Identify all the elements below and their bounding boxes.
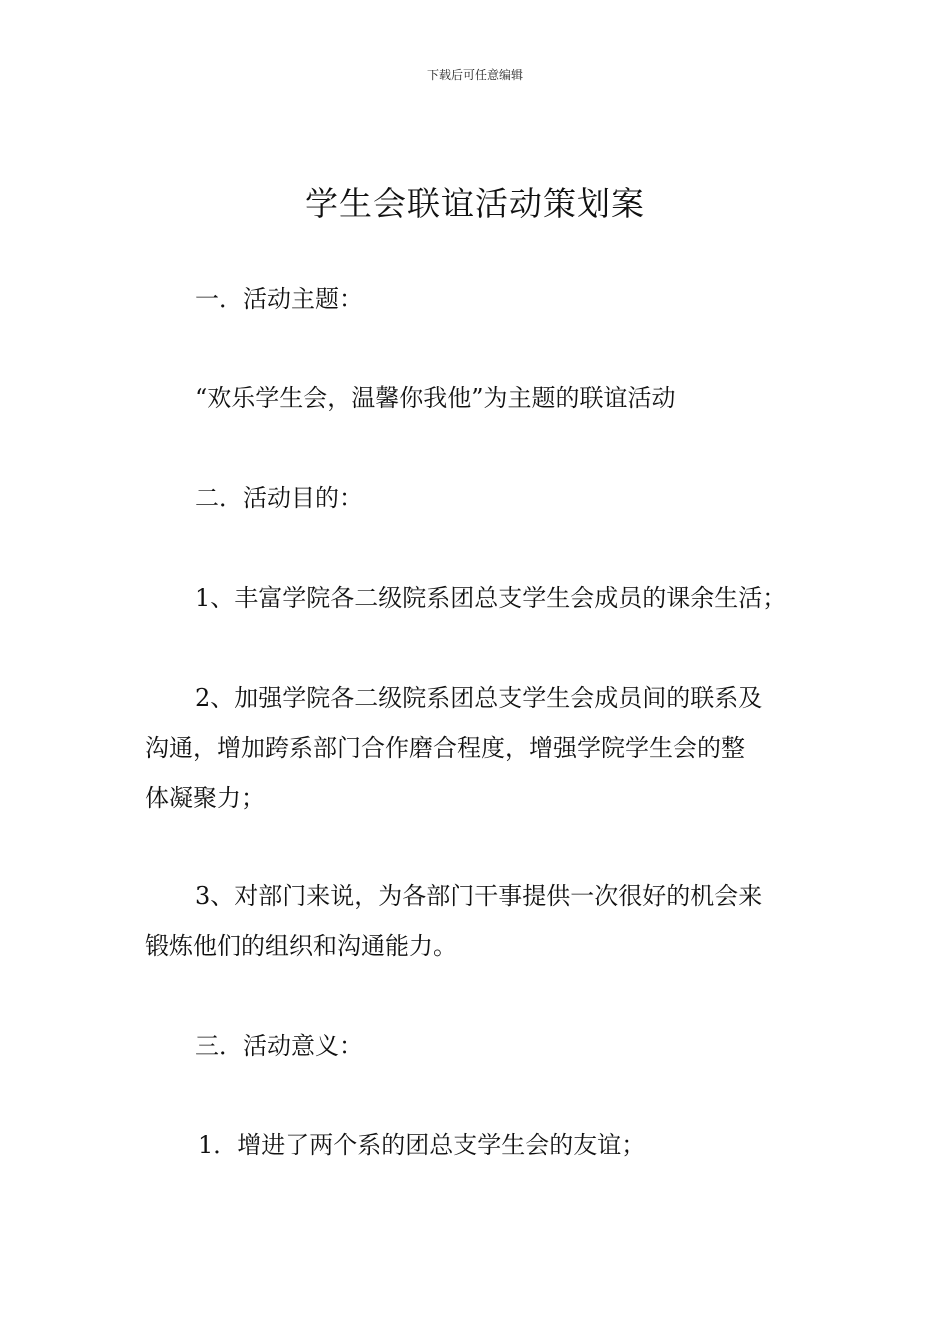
header-note: 下载后可任意编辑 xyxy=(426,68,523,82)
purpose-item-2-line-3: 体凝聚力； xyxy=(145,784,265,812)
purpose-item-3-line-1: 3、对部门来说，为各部门干事提供一次很好的机会来 xyxy=(195,882,763,910)
theme-text: “欢乐学生会，温馨你我他”为主题的联谊活动 xyxy=(195,384,676,412)
section-heading-theme: 一．活动主题： xyxy=(195,285,363,313)
purpose-item-2-line-2: 沟通，增加跨系部门合作磨合程度，增强学院学生会的整 xyxy=(145,734,745,762)
significance-item-1: 1．增进了两个系的团总支学生会的友谊； xyxy=(198,1131,646,1159)
purpose-item-3 xyxy=(145,871,815,971)
purpose-item-3-line-2: 锻炼他们的组织和沟通能力。 xyxy=(145,932,457,960)
purpose-item-1: 1、丰富学院各二级院系团总支学生会成员的课余生活； xyxy=(195,584,787,612)
page-title: 学生会联谊活动策划案 xyxy=(305,184,645,223)
purpose-item-2 xyxy=(145,673,815,823)
section-heading-purpose: 二．活动目的： xyxy=(195,484,363,512)
purpose-item-2-line-1: 2、加强学院各二级院系团总支学生会成员间的联系及 xyxy=(195,684,763,712)
section-heading-significance: 三．活动意义： xyxy=(195,1032,363,1060)
